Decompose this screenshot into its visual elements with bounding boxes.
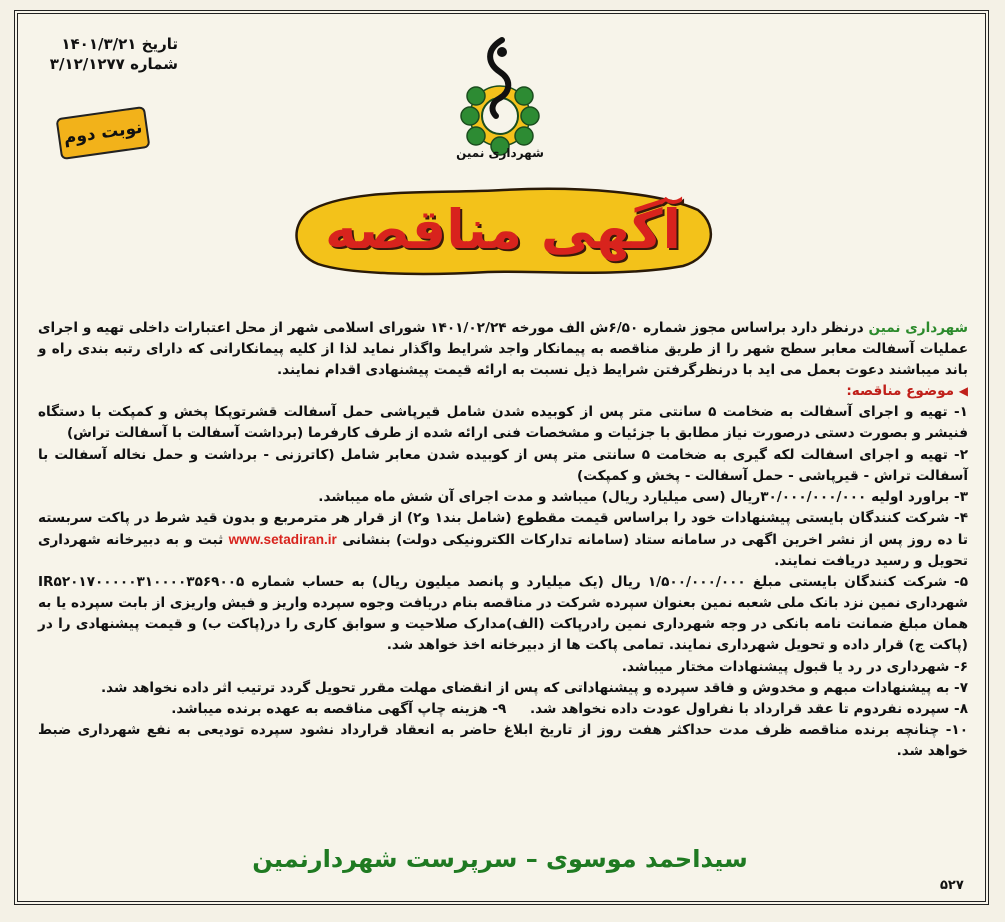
notice-title: آگهی مناقصه [324,198,682,261]
list-item: ۷- به پیشنهادات مبهم و مخدوش و فاقد سپرده و پیشنهاداتی که پس از انقضای مهلت مقرر تحویل گردد ترتیب اثر داده نخواهد شد. [101,679,968,696]
arrow-icon: ◀ [958,384,968,399]
page-number: ۵۲۷ [940,878,964,893]
logo-caption: شهرداری نمین [456,146,544,160]
signature: سیداحمد موسوی – سرپرست شهردارنمین [252,845,748,873]
municipality-name: شهرداری نمین [868,320,969,336]
intro-paragraph [38,318,968,381]
number-line: شماره ۳/۱۲/۱۲۷۷ [49,55,178,73]
subject-heading [38,381,968,402]
list-item: ۱- تهیه و اجرای آسفالت به ضخامت ۵ سانتی متر پس از کوبیده شدن شامل قیرپاشی حمل آسفالت قشرتوپکا پخش و کمپکت با دستگاه فنیشر و بصورت دستی درصورت نیاز مطابق با جزئیات و مشخصات فنی ارائه شده از طرف کارفرما (برداشت آسفالت با آسفالت تراش) [38,404,968,442]
round-badge: نوبت دوم [56,106,151,160]
setadiran-link[interactable]: www.setadiran.ir [228,531,337,547]
item4-tail: ثبت و به دبیرخانه شهرداری تحویل و رسید دریافت نمایند. [38,531,968,570]
date-line: تاریخ ۱۴۰۱/۳/۲۱ [61,35,178,53]
intro-text: درنظر دارد براساس مجوز شماره ۶/۵۰ش الف مورخه ۱۴۰۱/۰۲/۲۴ شورای اسلامی شهر از محل اعتبارات داخلی تهیه و اجرای عملیات آسفالت معابر سطح شهر را از طریق مناقصه به پیمانکار واجد شرایط واگذار نماید لذا از کلیه پیمانکارانی که دارای رتبه بندی راه و باند میباشند دعوت بعمل می اید با درنظرگرفتن شرایط ذیل نسبت به ارائه قیمت پیشنهادی اقدام نمایند. [38,320,968,379]
date-number-block [49,34,178,74]
notice-body [38,318,968,762]
list-item: ۱۰- چنانچه برنده مناقصه ظرف مدت حداکثر هفت روز از تاریخ ابلاغ حاضر به انعقاد قرارداد نشود سپرده تودیعی به نفع شهرداری ضبط خواهد شد. [38,721,968,759]
list-item: ۳- براورد اولیه ۳۰/۰۰۰/۰۰۰/۰۰۰ریال (سی میلیارد ریال) میباشد و مدت اجرای آن شش ماه میباشد. [318,488,968,505]
list-item [38,508,968,572]
item9-text: ۹- هزینه چاپ آگهی مناقصه به عهده برنده میباشد. [171,700,507,717]
subject-heading-text: موضوع مناقصه: [846,383,955,400]
title-banner [288,182,718,277]
item8-text: ۸- سپرده نفردوم تا عقد قرارداد با نفراول عودت داده نخواهد شد. [530,700,968,717]
item4-text: ۴- شرکت کنندگان بایستی پیشنهادات خود را براساس قیمت مقطوع (شامل بند۱ و۲) از قرار هر مترمربع و بدون قید شرط در پاکت سربسته تا ده روز پس از نشر اخرین اگهی در سامانه ستاد (سامانه تدارکات الکترونیکی دولت) بنشانی [38,509,969,548]
list-item: ۶- شهرداری در رد یا قبول پیشنهادات مختار میباشد. [621,658,968,675]
list-item [38,699,968,720]
list-item: ۲- تهیه و اجرای اسفالت لکه گیری به ضخامت ۵ سانتی متر پس از کوبیده شدن معابر شامل (کاترزنی - برداشت و حمل نخاله آسفالت با آسفالت تراش - قیرپاشی - حمل آسفالت - پخش و کمپکت) [38,446,969,484]
list-item: ۵- شرکت کنندگان بایستی مبلغ ۱/۵۰۰/۰۰۰/۰۰۰ ریال (یک میلیارد و پانصد میلیون ریال) به حساب شماره IR۵۲۰۱۷۰۰۰۰۰۳۱۰۰۰۰۳۵۶۹۰۰۵ شهرداری نمین نزد بانک ملی شعبه نمین بعنوان سپرده شرکت در مناقصه بنام دریافت وجوه سپرده واریز و فیش واریزی از بابت سپرده یا به همان مبلغ ضمانت نامه بانکی در وجه شهرداری نمین رادرپاکت (الف)مدارک صلاحیت و سوابق کاری را در(پاکت ب) و قیمت پیشنهادی را در (پاکت ج) قرار داده و تحویل شهرداری نمایند. تمامی پاکت ها از دبیرخانه اخذ خواهد شد. [38,574,968,654]
